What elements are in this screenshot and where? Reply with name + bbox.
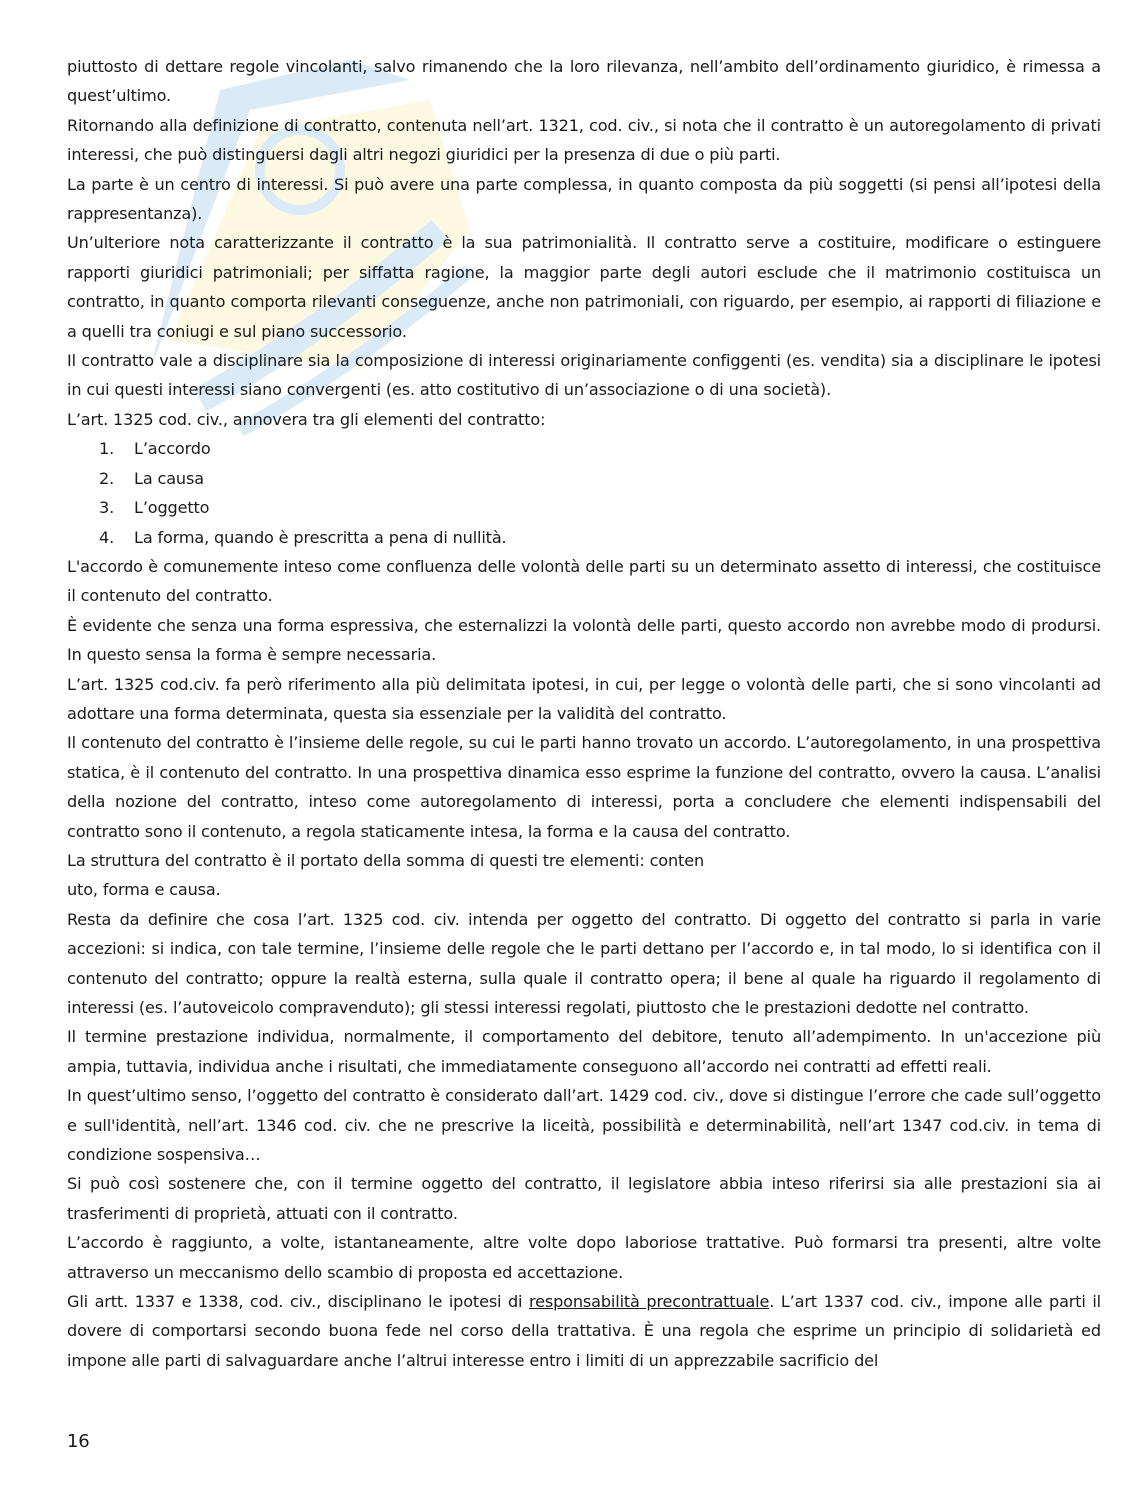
paragraph: Il contenuto del contratto è l’insieme delle regole, su cui le parti hanno trovato un accordo. L’autoregolamento, in una prospettiva statica, è il contenuto del contratto. In una prospettiva dinamica esso esprime la funzione del contratto, ovvero la causa. L’analisi della nozione del contratto, inteso come autoregolamento di interessi, porta a concludere che elementi indispensabili del contratto sono il contenuto, a regola staticamente intesa, la forma e la causa del contratto. <box>67 733 1101 841</box>
list-item-number: 3. <box>99 498 115 518</box>
underlined-term: responsabilità precontrattuale <box>529 1292 770 1312</box>
list-item-number: 2. <box>99 468 115 488</box>
list-item <box>67 523 1101 552</box>
list-item-text: La forma, quando è prescritta a pena di nullità. <box>134 527 507 547</box>
text-fragment: . L’art 1337 cod. civ., impone alle parti il dovere di comportarsi secondo buona fede nel corso della trattativa. È una regola che esprime un principio di solidarietà ed impone alle parti di salvaguardare anche l’altrui interesse entro i limiti di un apprezzabile sacrificio del <box>67 1292 1101 1370</box>
list-item <box>67 493 1101 522</box>
contract-elements-list <box>67 434 1101 552</box>
paragraph: piuttosto di dettare regole vincolanti, salvo rimanendo che la loro rilevanza, nell’ambito dell’ordinamento giuridico, è rimessa a quest’ultimo. <box>67 57 1101 106</box>
paragraph: Ritornando alla definizione di contratto, contenuta nell’art. 1321, cod. civ., si nota che il contratto è un autoregolamento di privati interessi, che può distinguersi dagli altri negozi giuridici per la presenza di due o più parti. <box>67 115 1101 165</box>
paragraph: In quest’ultimo senso, l’oggetto del contratto è considerato dall’art. 1429 cod. civ., dove si distingue l’errore che cade sull’oggetto e sull'identità, nell’art. 1346 cod. civ. che ne prescrive la liceità, possibilità e determinabilità, nell’art 1347 cod.civ. in tema di condizione sospensiva… <box>67 1086 1101 1165</box>
paragraph: La parte è un centro di interessi. Si può avere una parte complessa, in quanto composta da più soggetti (si pensi all’ipotesi della rappresentanza). <box>67 174 1101 224</box>
paragraph: L’accordo è raggiunto, a volte, istantaneamente, altre volte dopo laboriose trattative. Può formarsi tra presenti, altre volte attraverso un meccanismo dello scambio di proposta ed accettazione. <box>67 1233 1101 1282</box>
list-item-number: 1. <box>99 439 115 459</box>
list-item-text: La causa <box>134 468 204 488</box>
paragraph: L’art. 1325 cod. civ., annovera tra gli elementi del contratto: <box>67 409 546 429</box>
paragraph: La struttura del contratto è il portato della somma di questi tre elementi: conten <box>67 850 705 870</box>
paragraph: È evidente che senza una forma espressiva, che esternalizzi la volontà delle parti, questo accordo non avrebbe modo di prodursi. In questo sensa la forma è sempre necessaria. <box>67 615 1101 665</box>
paragraph: Il termine prestazione individua, normalmente, il comportamento del debitore, tenuto all’adempimento. In un'accezione più ampia, tuttavia, individua anche i risultati, che immediatamente conseguono all’accordo nei contratti ad effetti reali. <box>67 1027 1101 1076</box>
paragraph: Resta da definire che cosa l’art. 1325 cod. civ. intenda per oggetto del contratto. Di oggetto del contratto si parla in varie accezioni: si indica, con tale termine, l’insieme delle regole che le parti dettano per l’accordo e, in tal modo, lo si identifica con il contenuto del contratto; oppure la realtà esterna, sulla quale il contratto opera; il bene al quale ha riguardo il regolamento di interessi (es. l’autoveicolo compravenduto); gli stessi interessi regolati, piuttosto che le prestazioni dedotte nel contratto. <box>67 909 1101 1017</box>
paragraph: L’art. 1325 cod.civ. fa però riferimento alla più delimitata ipotesi, in cui, per legge o volontà delle parti, che si sono vincolanti ad adottare una forma determinata, questa sia essenziale per la validità del contratto. <box>67 674 1101 723</box>
paragraph-precontractual-liability <box>67 1287 1101 1375</box>
paragraph-group-body <box>67 552 1101 1287</box>
paragraph: Un’ulteriore nota caratterizzante il contratto è la sua patrimonialità. Il contratto serve a costituire, modificare o estinguere rapporti giuridici patrimoniali; per siffatta ragione, la maggior parte degli autori esclude che il matrimonio costituisca un contratto, in quanto comporta rilevanti conseguenze, anche non patrimoniali, con riguardo, per esempio, ai rapporti di filiazione e a quelli tra coniugi e sul piano successorio. <box>67 233 1101 341</box>
page-number: 16 <box>67 1431 90 1452</box>
list-item-number: 4. <box>99 527 115 547</box>
list-item <box>67 434 1101 463</box>
paragraph: uto, forma e causa. <box>67 880 221 900</box>
list-item-text: L’oggetto <box>134 498 210 518</box>
page-content <box>67 52 1101 1375</box>
paragraph: L'accordo è comunemente inteso come confluenza delle volontà delle parti su un determinato assetto di interessi, che costituisce il contenuto del contratto. <box>67 556 1101 606</box>
text-fragment: Gli artt. 1337 e 1338, cod. civ., disciplinano le ipotesi di <box>67 1292 529 1312</box>
list-item <box>67 464 1101 493</box>
paragraph: Si può così sostenere che, con il termine oggetto del contratto, il legislatore abbia inteso riferirsi sia alle prestazioni sia ai trasferimenti di proprietà, attuati con il contratto. <box>67 1174 1101 1223</box>
paragraph: Il contratto vale a disciplinare sia la composizione di interessi originariamente configgenti (es. vendita) sia a disciplinare le ipotesi in cui questi interessi siano convergenti (es. atto costitutivo di un’associazione o di una società). <box>67 351 1101 400</box>
list-item-text: L’accordo <box>134 439 211 459</box>
paragraph-group-intro <box>67 52 1101 434</box>
